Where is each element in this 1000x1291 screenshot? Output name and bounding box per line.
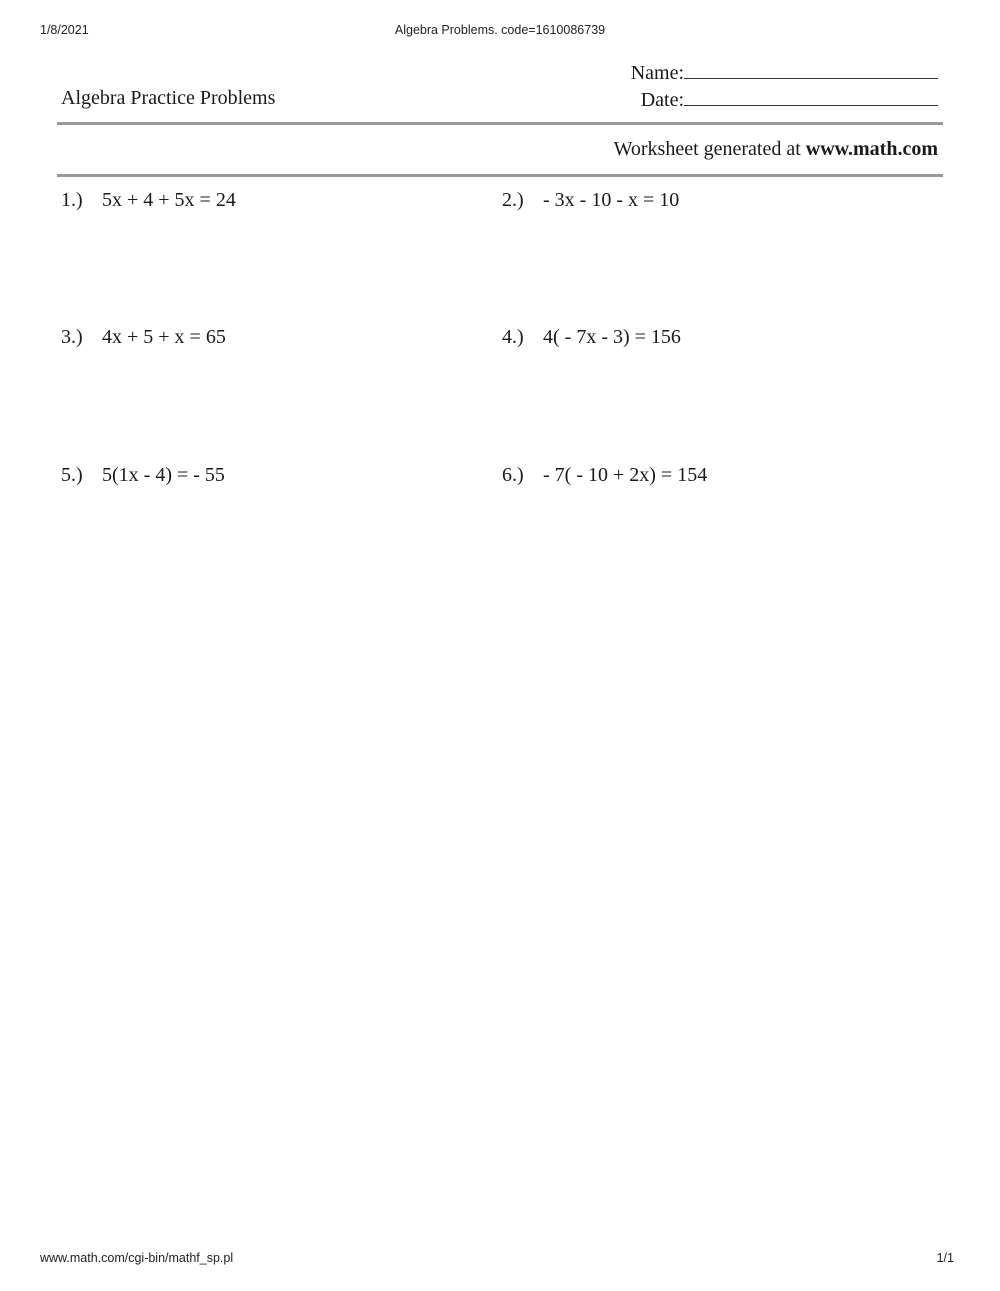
date-label: Date:	[640, 89, 684, 111]
generated-prefix: Worksheet generated at	[613, 138, 806, 160]
problem-equation: 5(1x - 4) = - 55	[102, 464, 225, 486]
date-field[interactable]	[641, 87, 938, 112]
problem-equation: 4x + 5 + x = 65	[102, 326, 226, 348]
header-divider-bottom	[57, 174, 943, 177]
problem-number: 2.)	[502, 189, 524, 211]
generated-note	[614, 138, 938, 161]
problem-5	[61, 464, 225, 487]
print-page-number: 1/1	[936, 1251, 954, 1265]
generated-site: www.math.com	[805, 138, 938, 160]
problem-3	[61, 326, 226, 349]
name-blank-line[interactable]	[684, 60, 938, 79]
problem-equation: - 7( - 10 + 2x) = 154	[543, 464, 708, 486]
problem-equation: 5x + 4 + 5x = 24	[102, 189, 236, 211]
problem-number: 4.)	[502, 326, 524, 348]
problem-number: 1.)	[61, 189, 83, 211]
print-footer-url: www.math.com/cgi-bin/mathf_sp.pl	[40, 1251, 234, 1265]
print-page-title: Algebra Problems. code=1610086739	[394, 23, 606, 37]
name-label: Name:	[630, 62, 684, 84]
problem-equation: 4( - 7x - 3) = 156	[543, 326, 681, 348]
name-field[interactable]	[631, 60, 938, 85]
problem-number: 6.)	[502, 464, 524, 486]
worksheet-title: Algebra Practice Problems	[61, 87, 276, 109]
problem-equation: - 3x - 10 - x = 10	[543, 189, 680, 211]
problem-2	[502, 189, 679, 212]
problem-1	[61, 189, 236, 212]
print-date: 1/8/2021	[40, 23, 89, 37]
problem-6	[502, 464, 707, 487]
problem-4	[502, 326, 681, 349]
problem-number: 3.)	[61, 326, 83, 348]
problem-number: 5.)	[61, 464, 83, 486]
header-divider-top	[57, 122, 943, 125]
date-blank-line[interactable]	[684, 87, 938, 106]
